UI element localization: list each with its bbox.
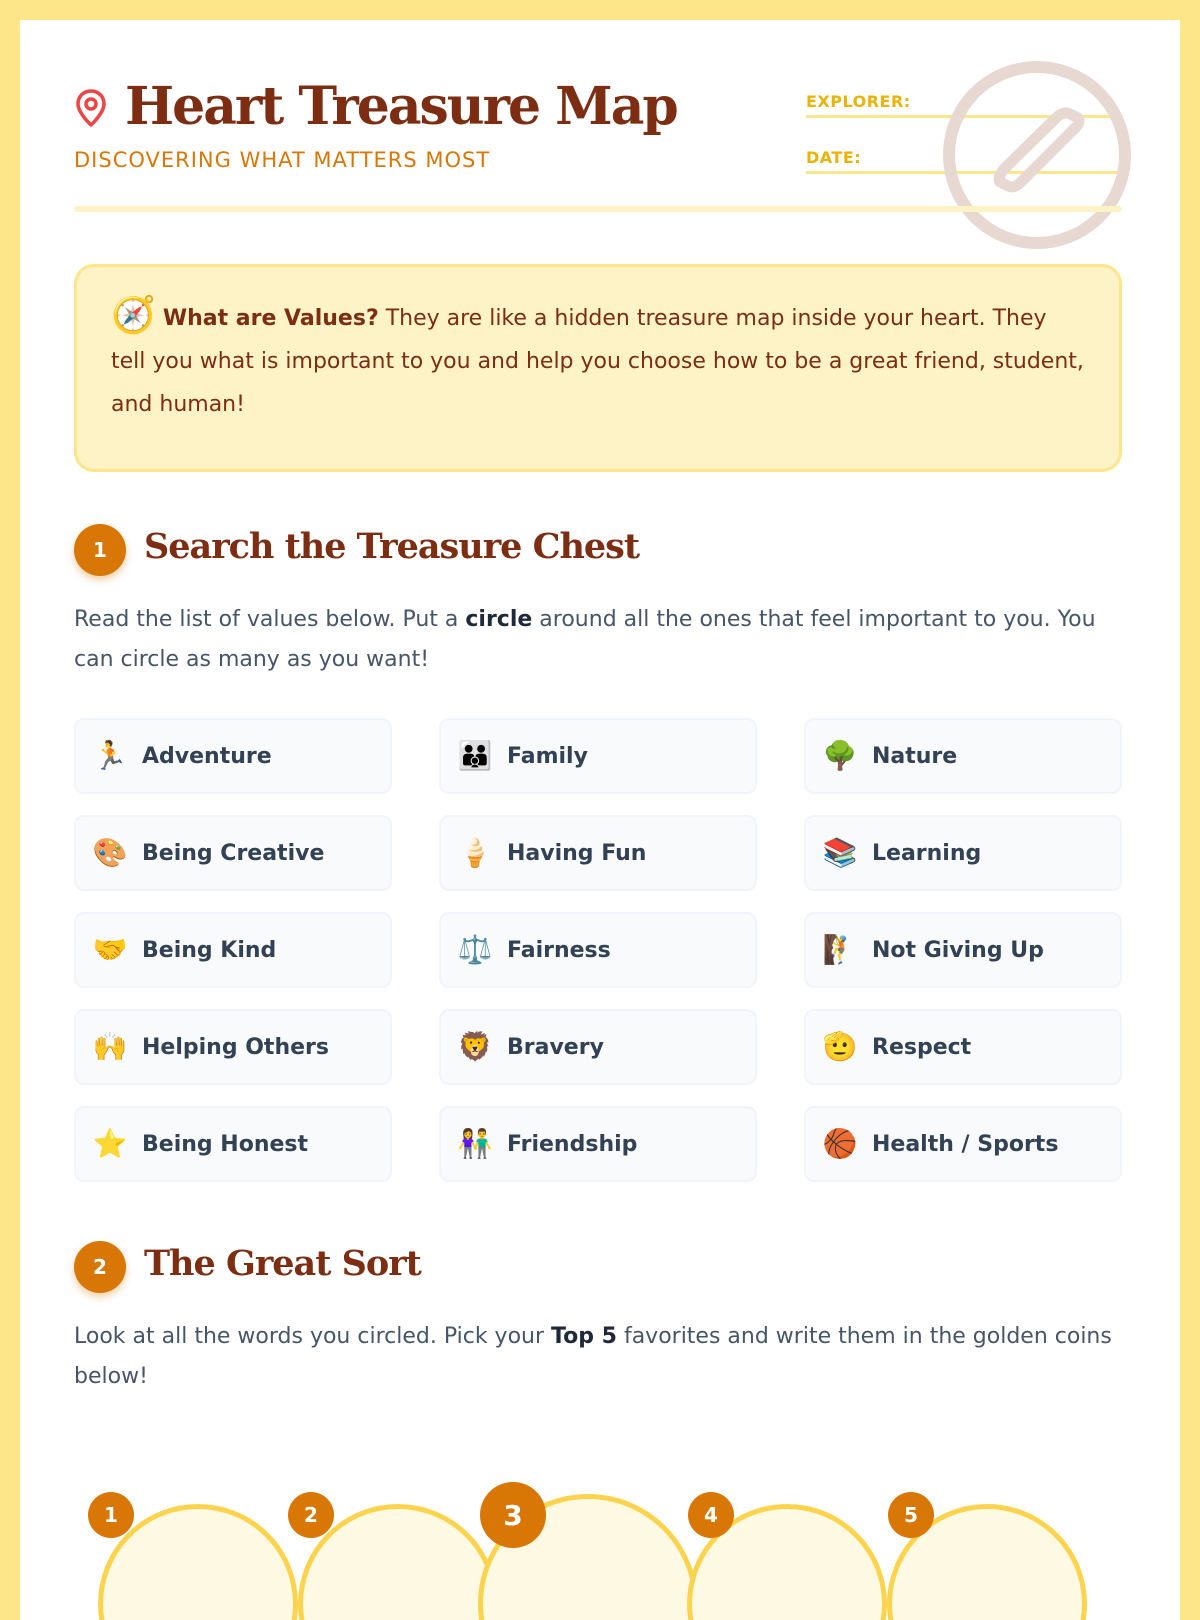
runner-icon: 🏃 bbox=[92, 739, 128, 772]
section-2-text-start: Look at all the words you circled. Pick your bbox=[74, 1324, 552, 1349]
section-2-instructions bbox=[74, 1317, 1124, 1397]
value-label: Respect bbox=[872, 1034, 972, 1060]
friends-icon: 👫 bbox=[457, 1127, 493, 1160]
section-1-text-bold: circle bbox=[465, 607, 533, 632]
coin-1-number: 1 bbox=[88, 1492, 134, 1538]
page-subtitle: DISCOVERING WHAT MATTERS MOST bbox=[74, 148, 491, 172]
worksheet-page bbox=[20, 20, 1180, 1620]
value-label: Family bbox=[507, 743, 588, 769]
star-icon: ⭐ bbox=[92, 1127, 128, 1160]
value-card-adventure[interactable] bbox=[74, 718, 392, 794]
coin-3-number: 3 bbox=[480, 1482, 546, 1548]
value-label: Not Giving Up bbox=[872, 937, 1044, 963]
step-1-badge: 1 bbox=[74, 524, 126, 576]
values-grid bbox=[74, 718, 1122, 1182]
values-intro-callout bbox=[74, 264, 1122, 472]
value-label: Being Honest bbox=[142, 1131, 309, 1157]
compass-icon bbox=[942, 60, 1132, 250]
value-card-respect[interactable] bbox=[804, 1009, 1122, 1085]
section-1-title: Search the Treasure Chest bbox=[144, 526, 640, 567]
ice-cream-icon: 🍦 bbox=[457, 836, 493, 869]
value-card-not-giving-up[interactable] bbox=[804, 912, 1122, 988]
value-label: Helping Others bbox=[142, 1034, 329, 1060]
value-label: Bravery bbox=[507, 1034, 604, 1060]
basketball-icon: 🏀 bbox=[822, 1127, 858, 1160]
value-card-being-honest[interactable] bbox=[74, 1106, 392, 1182]
map-pin-icon bbox=[74, 88, 108, 128]
value-card-family[interactable] bbox=[439, 718, 757, 794]
header-divider bbox=[74, 206, 1122, 212]
family-icon: 👪 bbox=[457, 739, 493, 772]
value-card-health-sports[interactable] bbox=[804, 1106, 1122, 1182]
climber-icon: 🧗 bbox=[822, 933, 858, 966]
value-card-helping-others[interactable] bbox=[74, 1009, 392, 1085]
explorer-label: EXPLORER: bbox=[806, 92, 911, 111]
value-label: Friendship bbox=[507, 1131, 638, 1157]
coin-5-number: 5 bbox=[888, 1492, 934, 1538]
value-card-being-creative[interactable] bbox=[74, 815, 392, 891]
compass-emoji-icon: 🧭 bbox=[111, 295, 156, 336]
value-label: Being Kind bbox=[142, 937, 277, 963]
salute-icon: 🫡 bbox=[822, 1030, 858, 1063]
value-label: Being Creative bbox=[142, 840, 325, 866]
value-card-having-fun[interactable] bbox=[439, 815, 757, 891]
section-2-text-bold: Top 5 bbox=[551, 1324, 617, 1349]
date-label: DATE: bbox=[806, 148, 862, 167]
value-label: Adventure bbox=[142, 743, 272, 769]
value-card-learning[interactable] bbox=[804, 815, 1122, 891]
value-label: Fairness bbox=[507, 937, 611, 963]
lion-icon: 🦁 bbox=[457, 1030, 493, 1063]
value-label: Having Fun bbox=[507, 840, 647, 866]
section-2-text-end: favorites and write them in the golden coins below! bbox=[74, 1324, 1112, 1389]
raised-hands-icon: 🙌 bbox=[92, 1030, 128, 1063]
value-card-bravery[interactable] bbox=[439, 1009, 757, 1085]
page-title: Heart Treasure Map bbox=[125, 76, 677, 137]
palette-icon: 🎨 bbox=[92, 836, 128, 869]
step-2-badge: 2 bbox=[74, 1241, 126, 1293]
value-label: Health / Sports bbox=[872, 1131, 1059, 1157]
section-1-text-start: Read the list of values below. Put a bbox=[74, 607, 466, 632]
value-label: Learning bbox=[872, 840, 982, 866]
intro-heading: What are Values? bbox=[162, 306, 379, 331]
books-icon: 📚 bbox=[822, 836, 858, 869]
value-card-fairness[interactable] bbox=[439, 912, 757, 988]
intro-body: They are like a hidden treasure map inside your heart. They tell you what is important to you and help you choose how to be a great friend, student, and human! bbox=[111, 306, 1084, 417]
handshake-icon: 🤝 bbox=[92, 933, 128, 966]
scales-icon: ⚖️ bbox=[457, 933, 493, 966]
value-card-being-kind[interactable] bbox=[74, 912, 392, 988]
tree-icon: 🌳 bbox=[822, 739, 858, 772]
section-2-title: The Great Sort bbox=[144, 1243, 421, 1284]
value-card-friendship[interactable] bbox=[439, 1106, 757, 1182]
section-1-text-end: around all the ones that feel important to you. You can circle as many as you want! bbox=[74, 607, 1096, 672]
value-card-nature[interactable] bbox=[804, 718, 1122, 794]
coin-4-number: 4 bbox=[688, 1492, 734, 1538]
coin-2-number: 2 bbox=[288, 1492, 334, 1538]
section-1-instructions bbox=[74, 600, 1124, 680]
value-label: Nature bbox=[872, 743, 958, 769]
